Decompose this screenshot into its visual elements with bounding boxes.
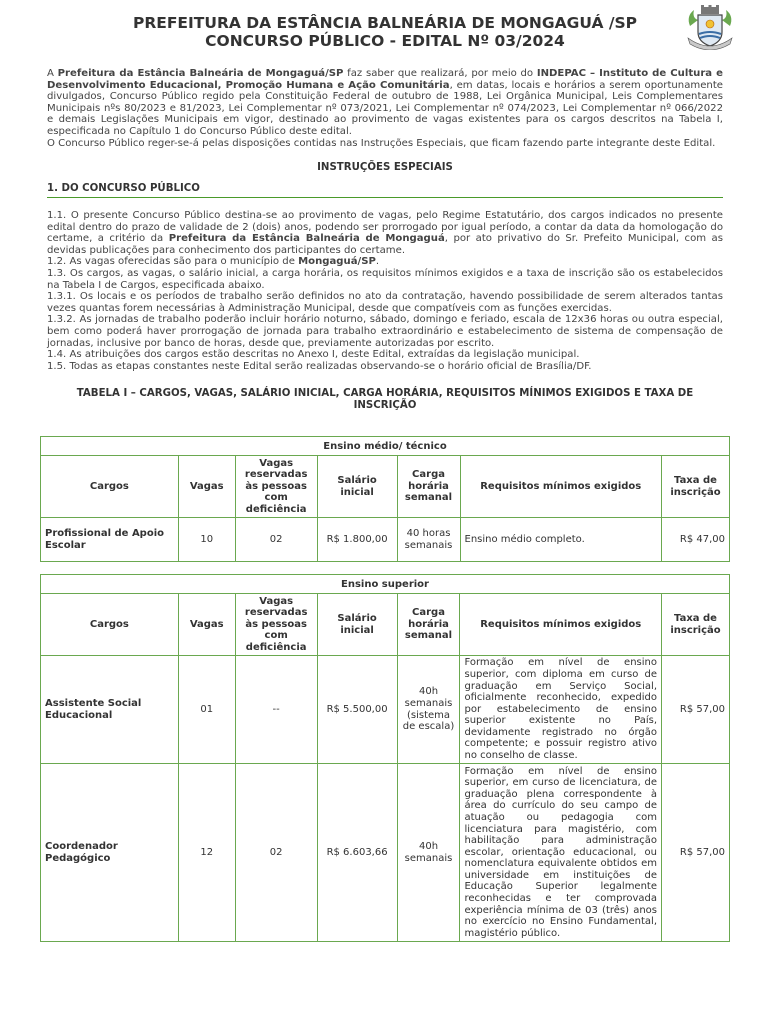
column-header-cargos: Cargos (41, 594, 179, 656)
item-1-2 (47, 256, 723, 268)
item-1-1-prefeitura: Prefeitura da Estância Balneária de Mongaguá (168, 233, 445, 245)
table-ensino-medio (40, 436, 730, 562)
column-header-taxa: Taxa de inscrição (662, 594, 730, 656)
requisitos-cell: Formação em nível de ensino superior, com diploma em curso de graduação em Serviço Social, oficialmente reconhecido, expedido por estabelecimento de ensino superior existente no País, devidamente registrado no órgão competente; e possuir registro ativo no conselho de classe. (460, 656, 662, 764)
intro-paragraph-2: O Concurso Público reger-se-á pelas disposições contidas nas Instruções Especiais, que ficam fazendo parte integrante deste Edital. (47, 137, 716, 149)
column-header-carga-horaria: Carga horária semanal (397, 594, 460, 656)
carga-cell: 40h semanais (397, 764, 460, 942)
vagas-cell: 12 (178, 764, 235, 942)
column-header-salario: Salário inicial (317, 594, 397, 656)
section-1-heading: 1. DO CONCURSO PÚBLICO (47, 183, 723, 198)
intro-text-1e: , em datas, locais e horários a serem oportunamente divulgados, Concurso Público regido pela Constituição Federal de outubro de 1988, Lei Orgânica Municipal, Leis Complementares Municipais nºs 80/2023 e 81/2023, Lei Complementar nº 073/2021, Lei Complementar nº 074/2023, Lei Complementar nº 066/2022 e demais Legislações Municipais em vigor, destinado ao provimento de vagas existentes para os cargos descritos na Tabela I, especificada no Capítulo 1 do Concurso Público deste edital. (47, 79, 723, 137)
taxa-cell: R$ 47,00 (661, 518, 729, 562)
intro-indepac-name: INDEPAC – Instituto de Cultura e Desenvolvimento Educacional, Promoção Humana e Ação Comunitária (47, 68, 723, 91)
vagas-cell: 01 (178, 656, 235, 764)
column-header-vagas-reservadas: Vagas reservadas às pessoas com deficiência (235, 456, 317, 518)
carga-cell: 40 horas semanais (397, 518, 460, 562)
vagas-cell: 10 (178, 518, 235, 562)
item-1-2a: 1.2. As vagas oferecidas são para o município de (47, 256, 299, 268)
instrucoes-especiais-heading: INSTRUÇÕES ESPECIAIS (317, 162, 453, 173)
table-row (41, 656, 730, 764)
column-header-requisitos: Requisitos mínimos exigidos (460, 594, 662, 656)
intro-text-1a: A (47, 68, 58, 79)
title-line-1: PREFEITURA DA ESTÂNCIA BALNEÁRIA DE MONGAGUÁ /SP (132, 14, 638, 32)
cargo-cell: Profissional de Apoio Escolar (41, 518, 179, 562)
column-header-cargos: Cargos (41, 456, 179, 518)
cargo-cell: Coordenador Pedagógico (41, 764, 179, 942)
requisitos-cell: Ensino médio completo. (460, 518, 661, 562)
intro-prefeitura-name: Prefeitura da Estância Balneária de Mongaguá/SP (57, 68, 344, 79)
reservadas-cell: 02 (235, 518, 317, 562)
section-1-text (47, 210, 723, 372)
carga-cell: 40h semanais (sistema de escala) (397, 656, 460, 764)
requisitos-cell: Formação em nível de ensino superior, em curso de licenciatura, de graduação plena correspondente à área do currículo do seu campo de atuação ou pedagogia com licenciatura para magistério, com habilitação para administração escolar, orientação educacional, ou nomenclatura equivalente obtidos em universidade em instituições de Educação Superior legalmente reconhecidas e ter comprovada experiência mínima de 03 (três) anos no exercício no Ensino Fundamental, magistério público. (460, 764, 662, 942)
municipal-coat-of-arms-icon (684, 4, 736, 50)
item-1-2c: . (375, 256, 380, 268)
table-row (41, 518, 730, 562)
taxa-cell: R$ 57,00 (662, 656, 730, 764)
item-1-2-municipio: Mongaguá/SP (298, 256, 376, 268)
intro-text-1c: faz saber que realizará, por meio do (343, 68, 537, 79)
column-header-vagas: Vagas (178, 456, 235, 518)
column-header-salario: Salário inicial (317, 456, 397, 518)
item-1-1 (47, 210, 723, 256)
table-ensino-superior (40, 574, 730, 942)
cargo-cell: Assistente Social Educacional (41, 656, 179, 764)
item-1-3-2: 1.3.2. As jornadas de trabalho poderão incluir horário noturno, sábado, domingo e feriado, escala de 12x36 horas ou outra especial, bem como poderá haver prorrogação de jornada para trabalho extraordinário e estabelecimento de sistema de compensação de jornadas, inclusive por banco de horas, desde que, previamente autorizadas por escrito. (47, 314, 723, 349)
intro-text (47, 68, 723, 149)
taxa-cell: R$ 57,00 (662, 764, 730, 942)
item-1-5: 1.5. Todas as etapas constantes neste Edital serão realizadas observando-se o horário oficial de Brasília/DF. (47, 360, 592, 372)
column-header-carga-horaria: Carga horária semanal (397, 456, 460, 518)
column-header-vagas: Vagas (178, 594, 235, 656)
column-header-requisitos: Requisitos mínimos exigidos (460, 456, 661, 518)
item-1-1a: 1.1. O presente Concurso Público destina-se ao provimento de vagas, pelo Regime Estatutário, dos cargos indicados no presente edital dentro do prazo de validade de 2 (dois) anos, podendo ser prorrogado por igual período, a contar da data da homologação do certame, a critério da (47, 210, 723, 245)
salario-cell: R$ 5.500,00 (317, 656, 397, 764)
table-ensino-superior-caption: Ensino superior (41, 575, 730, 594)
salario-cell: R$ 6.603,66 (317, 764, 397, 942)
column-header-taxa: Taxa de inscrição (661, 456, 729, 518)
item-1-3-1: 1.3.1. Os locais e os períodos de trabalho serão definidos no ato da contratação, havendo possibilidade de serem alterados tantas vezes quantas forem necessárias à Administração Municipal, desde que compatíveis com as funções exercidas. (47, 291, 723, 314)
table-row (41, 764, 730, 942)
salario-cell: R$ 1.800,00 (317, 518, 397, 562)
item-1-3: 1.3. Os cargos, as vagas, o salário inicial, a carga horária, os requisitos mínimos exigidos e a taxa de inscrição são os estabelecidos na Tabela I de Cargos, especificada abaixo. (47, 267, 723, 291)
document-title (0, 14, 770, 50)
title-line-2: CONCURSO PÚBLICO - EDITAL Nº 03/2024 (205, 32, 565, 50)
item-1-4: 1.4. As atribuições dos cargos estão descritas no Anexo I, deste Edital, extraídas da legislação municipal. (47, 349, 580, 361)
reservadas-cell: -- (235, 656, 317, 764)
tabela-1-title: TABELA I – CARGOS, VAGAS, SALÁRIO INICIAL, CARGA HORÁRIA, REQUISITOS MÍNIMOS EXIGIDOS E TAXA DE INSCRIÇÃO (76, 388, 694, 411)
reservadas-cell: 02 (235, 764, 317, 942)
intro-paragraph-1 (47, 68, 723, 138)
column-header-vagas-reservadas: Vagas reservadas às pessoas com deficiência (235, 594, 317, 656)
item-1-1c: , por ato privativo do Sr. Prefeito Municipal, com as devidas publicações para conhecimento dos participantes do certame. (47, 233, 724, 256)
table-ensino-medio-caption: Ensino médio/ técnico (41, 437, 730, 456)
